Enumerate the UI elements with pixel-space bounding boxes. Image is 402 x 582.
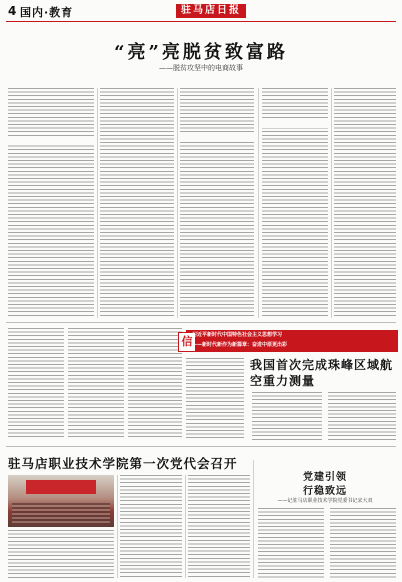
lead-subheading: [184, 133, 252, 138]
side-feature-column-2: [330, 508, 396, 578]
middle-story-column-3: [328, 392, 396, 440]
lead-column-1: [8, 88, 94, 318]
lead-byline: [0, 76, 402, 80]
lead-column-3: [180, 88, 254, 318]
lower-column-2: [120, 475, 182, 578]
header-rule: [6, 21, 396, 22]
lead-column-2: [100, 88, 174, 318]
middle-story-headline: 我国首次完成珠峰区域航空重力测量: [250, 358, 394, 388]
dateline: [276, 3, 396, 8]
photo-audience: [12, 503, 110, 523]
middle-story-column-1: [186, 358, 244, 440]
side-feature-column-1: [258, 508, 324, 578]
mid-column-2: [68, 328, 124, 438]
lower-story-headline: 驻马店职业技术学院第一次党代会召开: [8, 456, 238, 471]
mid-column-1: [8, 328, 64, 438]
side-feature-title-1: 党建引领: [303, 472, 347, 483]
lead-column-5: [334, 88, 396, 318]
lead-headline: “亮”亮脱贫致富路: [114, 42, 288, 63]
lead-subheading: [12, 139, 92, 144]
masthead-logo: 驻马店日报: [176, 4, 246, 18]
section-name: 国内·教育: [20, 6, 74, 19]
section-number: 4: [8, 4, 17, 18]
photo-stage: [26, 480, 96, 494]
page-header: [0, 0, 402, 24]
meeting-photo: [8, 475, 114, 527]
banner-line-2: ——新时代新作为新篇章：奋进中原更出彩: [192, 342, 288, 348]
mid-column-3: [128, 328, 182, 438]
lead-subheading: [266, 121, 326, 126]
banner-seal-icon: 信: [178, 332, 196, 352]
lead-subheadline: ——脱贫攻坚中的电商故事: [159, 64, 243, 72]
side-feature-title-2: 行稳致远: [303, 486, 347, 497]
theme-banner: [181, 330, 398, 352]
side-feature-subtitle: ——记驻马店职业技术学院党委书记宋大双: [277, 498, 373, 504]
photo-caption-and-text: [8, 530, 114, 578]
lower-column-3: [188, 475, 250, 578]
banner-line-1: 习近平新时代中国特色社会主义思想学习: [192, 332, 283, 338]
middle-story-column-2: [252, 392, 322, 440]
